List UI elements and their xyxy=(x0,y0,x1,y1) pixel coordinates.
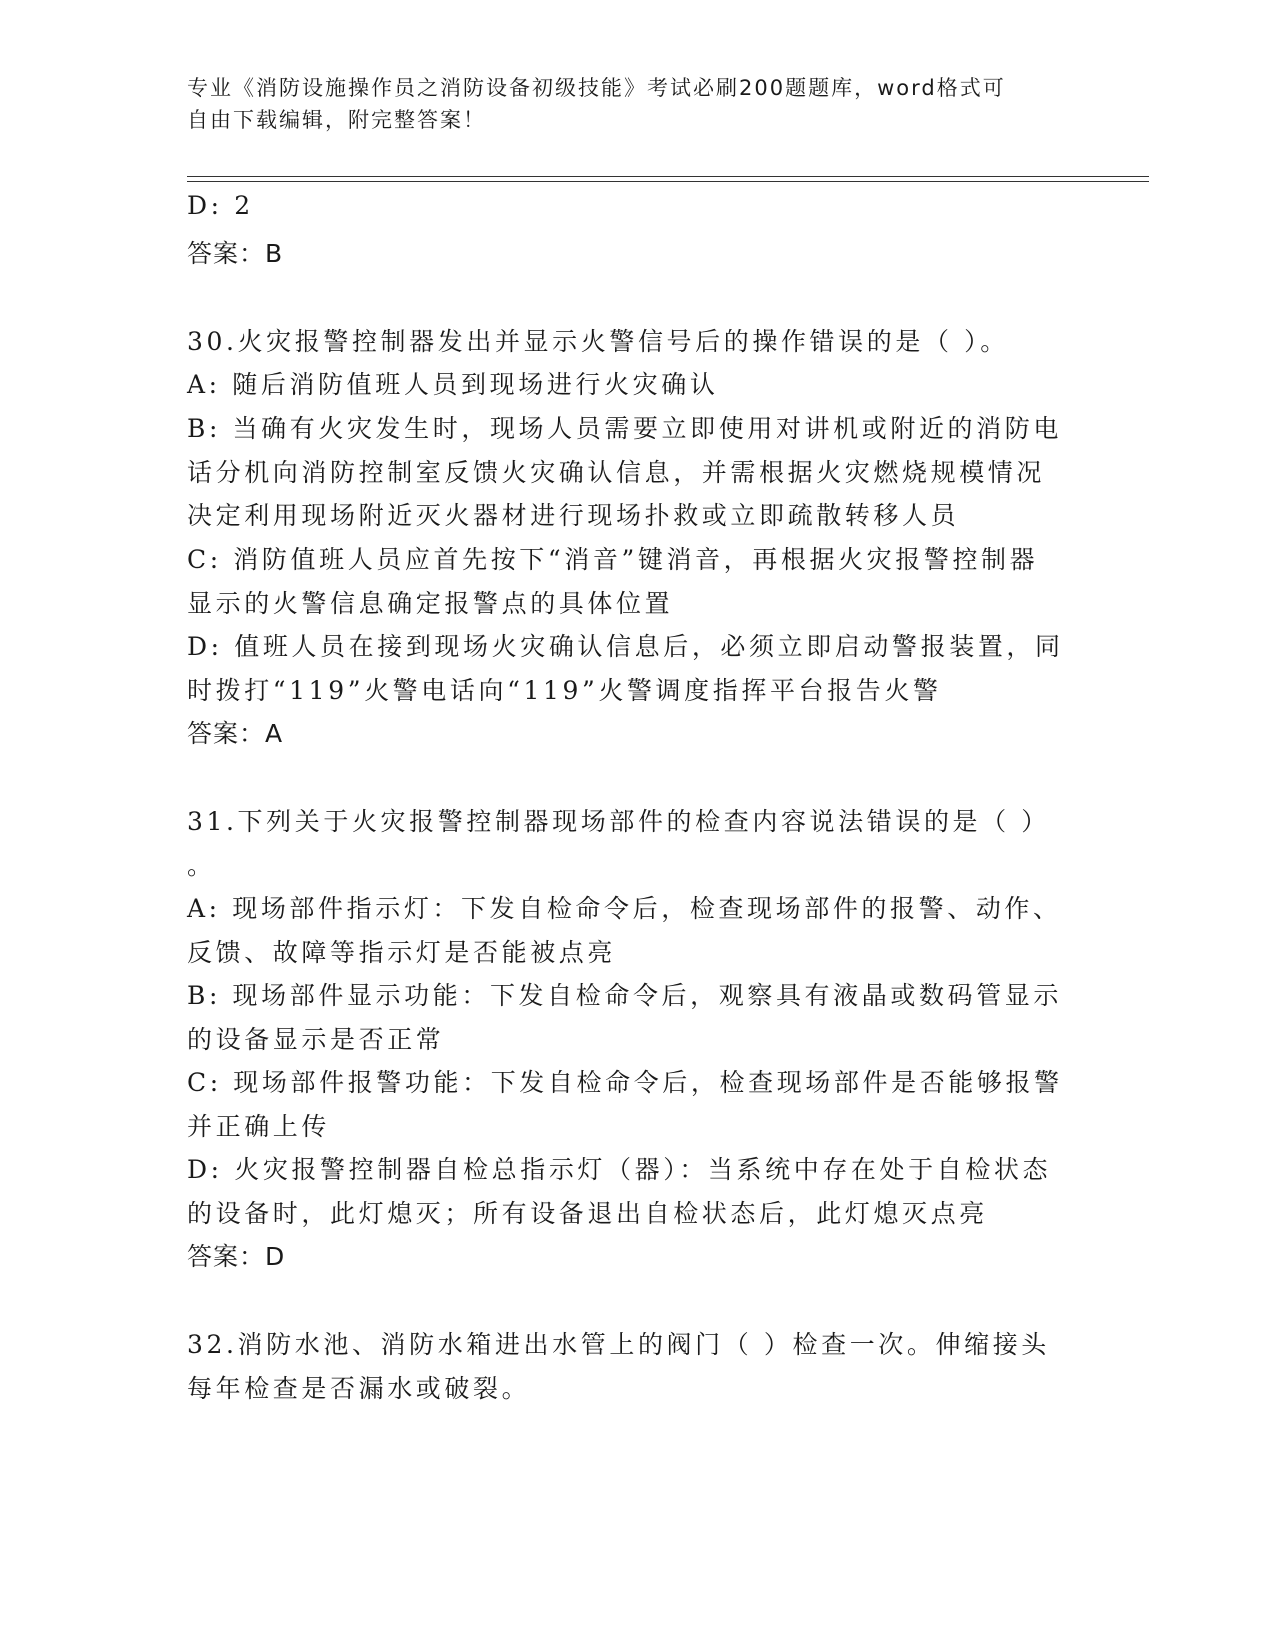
q30-answer: 答案：A xyxy=(187,719,284,748)
header-line-2: 自由下载编辑，附完整答案！ xyxy=(187,108,486,132)
document-header xyxy=(187,72,1067,136)
header-divider-bottom xyxy=(187,181,1149,182)
q31-option-b-line1: B: 现场部件显示功能：下发自检命令后，观察具有液晶或数码管显示 xyxy=(187,981,1062,1010)
q31-option-d-line2: 的设备时，此灯熄灭；所有设备退出自检状态后，此灯熄灭点亮 xyxy=(187,1199,988,1228)
q30-option-b-line2: 话分机向消防控制室反馈火灾确认信息，并需根据火灾燃烧规模情况 xyxy=(187,458,1046,487)
q30-option-b-line3: 决定利用现场附近灭火器材进行现场扑救或立即疏散转移人员 xyxy=(187,501,960,530)
q30-option-a: A: 随后消防值班人员到现场进行火灾确认 xyxy=(187,370,719,399)
q31-option-a-line2: 反馈、故障等指示灯是否能被点亮 xyxy=(187,938,617,967)
prev-option-d: D: 2 xyxy=(187,191,254,220)
q30-option-d-line1: D: 值班人员在接到现场火灾确认信息后，必须立即启动警报装置，同 xyxy=(187,632,1064,661)
q31-option-c-line1: C: 现场部件报警功能：下发自检命令后，检查现场部件是否能够报警 xyxy=(187,1068,1063,1097)
q31-option-d-line1: D: 火灾报警控制器自检总指示灯（器）：当系统中存在处于自检状态 xyxy=(187,1155,1052,1184)
header-line-1: 专业《消防设施操作员之消防设备初级技能》考试必刷200题题库，word格式可 xyxy=(187,76,1006,100)
q30-option-c-line1: C: 消防值班人员应首先按下“消音”键消音，再根据火灾报警控制器 xyxy=(187,545,1039,574)
q31-answer: 答案：D xyxy=(187,1242,286,1271)
q32-question-line1: 32.消防水池、消防水箱进出水管上的阀门（ ）检查一次。伸缩接头 xyxy=(187,1330,1050,1359)
prev-answer: 答案：B xyxy=(187,239,284,268)
q31-option-c-line2: 并正确上传 xyxy=(187,1112,331,1141)
q31-question-line1: 31.下列关于火灾报警控制器现场部件的检查内容说法错误的是（ ） xyxy=(187,807,1050,836)
q30-option-c-line2: 显示的火警信息确定报警点的具体位置 xyxy=(187,589,674,618)
q31-option-a-line1: A: 现场部件指示灯：下发自检命令后，检查现场部件的报警、动作、 xyxy=(187,894,1062,923)
q31-question-line2: 。 xyxy=(187,851,216,880)
q30-option-b-line1: B: 当确有火灾发生时，现场人员需要立即使用对讲机或附近的消防电 xyxy=(187,414,1062,443)
q30-option-d-line2: 时拨打“119”火警电话向“119”火警调度指挥平台报告火警 xyxy=(187,676,942,705)
q31-option-b-line2: 的设备显示是否正常 xyxy=(187,1025,445,1054)
q32-question-line2: 每年检查是否漏水或破裂。 xyxy=(187,1374,531,1403)
q30-question: 30.火灾报警控制器发出并显示火警信号后的操作错误的是（ ）。 xyxy=(187,327,1009,356)
header-divider-top xyxy=(187,176,1149,177)
